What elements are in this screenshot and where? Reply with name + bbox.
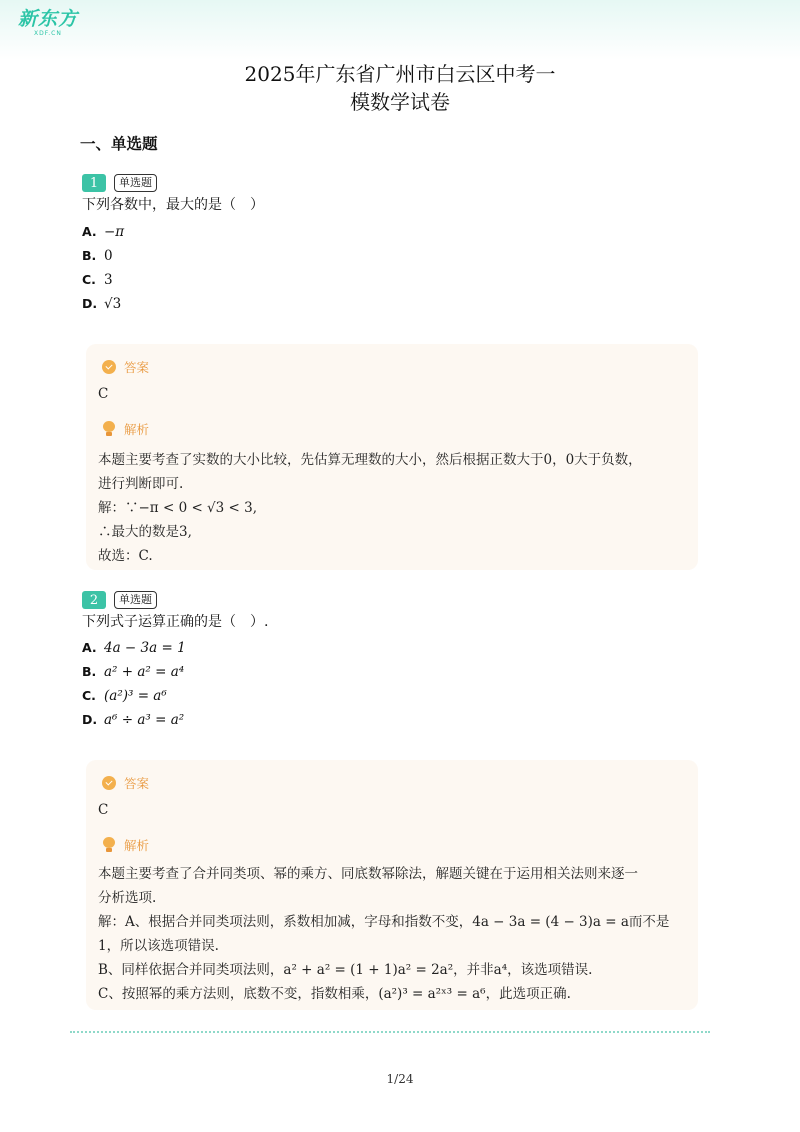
option-value: a⁶ ÷ a³ = a²	[104, 712, 185, 728]
dotted-divider	[70, 1031, 710, 1033]
title-line-2: 模数学试卷	[350, 90, 450, 114]
analysis-line: 解：A、根据合并同类项法则，系数相加减，字母和指数不变，4a − 3a = (4 − 3)a = a而不是	[98, 914, 670, 930]
title-line-1: 2025年广东省广州市白云区中考一	[244, 62, 556, 86]
option-value: −π	[104, 224, 125, 240]
answer-label: 答案	[124, 776, 150, 791]
lightbulb-icon	[102, 421, 116, 437]
question-1-option-b[interactable]	[82, 248, 113, 264]
logo-subtext: XDF.CN	[34, 30, 62, 37]
page-number: 1/24	[386, 1072, 414, 1086]
option-value: (a²)³ = a⁶	[104, 688, 167, 704]
option-label: C.	[82, 688, 96, 703]
analysis-line: C、按照幂的乘方法则，底数不变，指数相乘，(a²)³ = a²ˣ³ = a⁶，此选项正确.	[98, 986, 571, 1002]
header-band	[0, 0, 800, 60]
option-value: 3	[104, 272, 113, 288]
question-1-stem: 下列各数中，最大的是（ ）	[82, 197, 264, 213]
answer-value: C	[98, 386, 109, 402]
question-type-tag: 单选题	[114, 591, 157, 609]
analysis-line: 进行判断即可.	[98, 476, 184, 492]
question-2-option-b[interactable]	[82, 664, 184, 680]
option-label: D.	[82, 712, 98, 727]
option-label: B.	[82, 664, 97, 679]
question-number-badge: 1	[82, 174, 106, 192]
analysis-line: 本题主要考查了实数的大小比较，先估算无理数的大小，然后根据正数大于0，0大于负数，	[98, 452, 642, 468]
question-1-option-c[interactable]	[82, 272, 113, 288]
analysis-line: 分析选项.	[98, 890, 157, 906]
analysis-line: B、同样依据合并同类项法则，a² + a² = (1 + 1)a² = 2a²，并非a⁴，该选项错误.	[98, 962, 593, 978]
option-label: A.	[82, 224, 97, 239]
question-1-header	[82, 174, 157, 192]
question-1-option-d[interactable]	[82, 296, 121, 312]
analysis-line: 本题主要考查了合并同类项、幂的乘方、同底数幂除法，解题关键在于运用相关法则来逐一	[98, 866, 638, 882]
question-1-option-a[interactable]	[82, 224, 124, 240]
analysis-line: 故选：C.	[98, 548, 153, 564]
question-2-option-d[interactable]	[82, 712, 184, 728]
answer-heading	[102, 774, 149, 792]
option-label: A.	[82, 640, 97, 655]
check-icon	[102, 360, 116, 374]
analysis-line: 1，所以该选项错误.	[98, 938, 219, 954]
option-label: B.	[82, 248, 97, 263]
answer-heading	[102, 358, 149, 376]
question-2-header	[82, 591, 157, 609]
question-number-badge: 2	[82, 591, 106, 609]
analysis-line: 解：∵−π < 0 < √3 < 3,	[98, 500, 258, 516]
logo-text: 新东方	[18, 8, 79, 30]
lightbulb-icon	[102, 837, 116, 853]
question-2-option-c[interactable]	[82, 688, 167, 704]
check-icon	[102, 776, 116, 790]
answer-label: 答案	[124, 360, 150, 375]
analysis-label: 解析	[124, 838, 150, 853]
section-title: 一、单选题	[80, 134, 158, 153]
analysis-heading	[102, 420, 149, 438]
option-label: D.	[82, 296, 98, 311]
question-2-answer-box	[86, 760, 698, 1010]
option-value: √3	[104, 296, 122, 312]
xdf-logo	[18, 8, 88, 40]
question-type-tag: 单选题	[114, 174, 157, 192]
option-value: 4a − 3a = 1	[104, 640, 186, 656]
analysis-heading	[102, 836, 149, 854]
analysis-line: ∴最大的数是3,	[98, 524, 192, 540]
option-label: C.	[82, 272, 96, 287]
question-2-stem: 下列式子运算正确的是（ ）.	[82, 614, 269, 630]
question-2-option-a[interactable]	[82, 640, 186, 656]
option-value: a² + a² = a⁴	[104, 664, 185, 680]
question-1-answer-box	[86, 344, 698, 570]
analysis-label: 解析	[124, 422, 150, 437]
answer-value: C	[98, 802, 109, 818]
option-value: 0	[104, 248, 113, 264]
document-title	[0, 60, 800, 116]
